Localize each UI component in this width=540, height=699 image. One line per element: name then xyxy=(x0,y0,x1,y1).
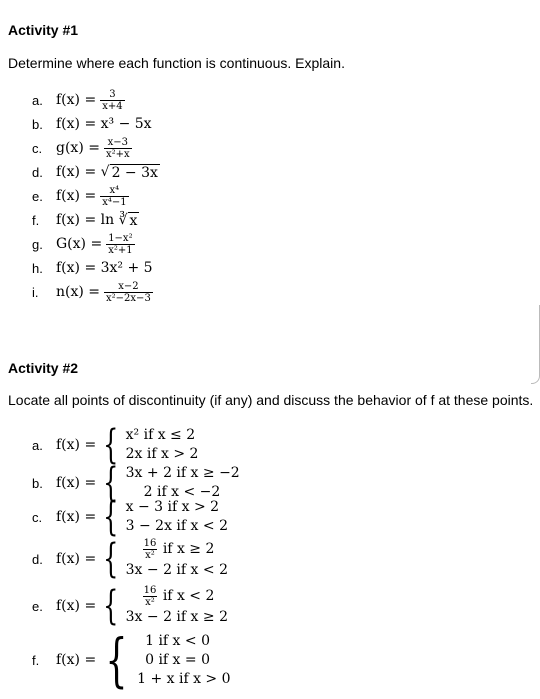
fraction xyxy=(142,538,159,561)
item-letter: f. xyxy=(32,212,40,228)
a2-item-d xyxy=(32,537,228,581)
case-row: x − 3 if x > 2 xyxy=(125,499,220,515)
fraction xyxy=(100,185,128,208)
a1-item-b xyxy=(32,113,152,135)
case-cond: if x < 2 xyxy=(162,588,215,604)
item-letter: f. xyxy=(32,652,40,668)
page-edge-mark xyxy=(531,305,540,384)
a2-item-c xyxy=(32,494,228,540)
item-letter: h. xyxy=(32,260,43,276)
left-brace: { xyxy=(105,626,128,694)
a1-item-g xyxy=(32,233,135,255)
frac-den: x²+1 xyxy=(108,244,133,256)
item-lhs: f(x) = xyxy=(56,188,97,204)
case-row: 3 − 2x if x < 2 xyxy=(125,518,228,534)
left-brace: { xyxy=(103,583,119,629)
a2-item-a xyxy=(32,422,199,468)
activity1-instruction: Determine where each function is continuous. Explain. xyxy=(8,55,345,71)
case-row: 3x − 2 if x < 2 xyxy=(125,562,228,578)
item-letter: g. xyxy=(32,236,43,252)
a1-item-c xyxy=(32,137,132,159)
case-row: 3x − 2 if x ≥ 2 xyxy=(125,609,228,625)
radicand: x xyxy=(129,212,138,229)
item-lhs: f(x) = xyxy=(56,475,97,491)
item-lhs: f(x) = xyxy=(56,598,97,614)
activity1-heading: Activity #1 xyxy=(8,22,79,38)
item-letter: a. xyxy=(32,92,43,108)
frac-den: x+4 xyxy=(102,100,123,112)
case-row: 0 if x = 0 xyxy=(145,651,210,668)
left-brace: { xyxy=(103,494,119,540)
item-expr: f(x) = 3x² + 5 xyxy=(56,260,153,276)
radicand: 2 − 3x xyxy=(111,164,158,181)
case-row: 2x if x > 2 xyxy=(125,446,199,462)
left-brace: { xyxy=(103,422,119,468)
frac-den: x² xyxy=(145,597,155,608)
item-letter: e. xyxy=(32,598,43,614)
a1-item-f xyxy=(32,209,139,231)
frac-den: x² xyxy=(145,550,155,561)
fraction xyxy=(100,89,124,112)
frac-num: 16 xyxy=(143,538,157,549)
case-row: 2 if x < −2 xyxy=(143,484,221,500)
a2-item-f xyxy=(32,626,231,694)
item-expr: f(x) = x³ − 5x xyxy=(56,116,152,132)
case-row: 3x + 2 if x ≥ −2 xyxy=(125,465,240,481)
item-lhs: G(x) = xyxy=(56,236,103,252)
case-row: 1 if x < 0 xyxy=(145,632,210,649)
case-row: 1 + x if x > 0 xyxy=(137,670,231,687)
fraction xyxy=(104,281,153,304)
item-lhs: f(x) = xyxy=(56,652,97,668)
item-lhs: f(x) = √ xyxy=(56,164,110,180)
a1-item-d xyxy=(32,161,160,183)
frac-num: 16 xyxy=(143,585,157,596)
a1-item-h xyxy=(32,257,153,279)
item-letter: i. xyxy=(32,284,39,300)
frac-den: x²+x xyxy=(105,148,130,160)
item-lhs: n(x) = xyxy=(56,284,101,300)
left-brace: { xyxy=(103,460,119,506)
item-lhs: g(x) = xyxy=(56,140,100,156)
case-cond: if x ≥ 2 xyxy=(162,541,215,557)
a1-item-a xyxy=(32,89,125,111)
item-letter: b. xyxy=(32,475,43,491)
left-brace: { xyxy=(103,536,119,582)
frac-den: x²−2x−3 xyxy=(106,292,151,304)
frac-num: x−2 xyxy=(118,280,139,292)
a1-item-e xyxy=(32,185,129,207)
item-letter: d. xyxy=(32,551,43,567)
item-letter: c. xyxy=(32,140,43,156)
item-letter: e. xyxy=(32,188,43,204)
item-letter: a. xyxy=(32,437,43,453)
item-lhs: f(x) = xyxy=(56,551,97,567)
activity2-heading: Activity #2 xyxy=(8,360,79,376)
item-lhs: f(x) = ln ∛ xyxy=(56,212,128,228)
fraction xyxy=(142,585,159,608)
frac-num: 3 xyxy=(109,88,116,100)
item-letter: d. xyxy=(32,164,43,180)
item-letter: b. xyxy=(32,116,43,132)
a1-item-i xyxy=(32,281,153,303)
case-row: x² if x ≤ 2 xyxy=(125,427,196,443)
frac-num: x⁴ xyxy=(109,184,120,196)
frac-den: x⁴−1 xyxy=(102,196,127,208)
item-lhs: f(x) = xyxy=(56,437,97,453)
frac-num: x−3 xyxy=(107,136,128,148)
item-lhs: f(x) = xyxy=(56,509,97,525)
frac-num: 1−x² xyxy=(108,232,133,244)
item-lhs: f(x) = xyxy=(56,92,97,108)
activity2-instruction: Locate all points of discontinuity (if any) and discuss the behavior of f at these points. xyxy=(8,392,534,408)
item-letter: c. xyxy=(32,509,43,525)
fraction xyxy=(106,233,134,256)
fraction xyxy=(104,137,132,160)
a2-item-e xyxy=(32,584,228,628)
